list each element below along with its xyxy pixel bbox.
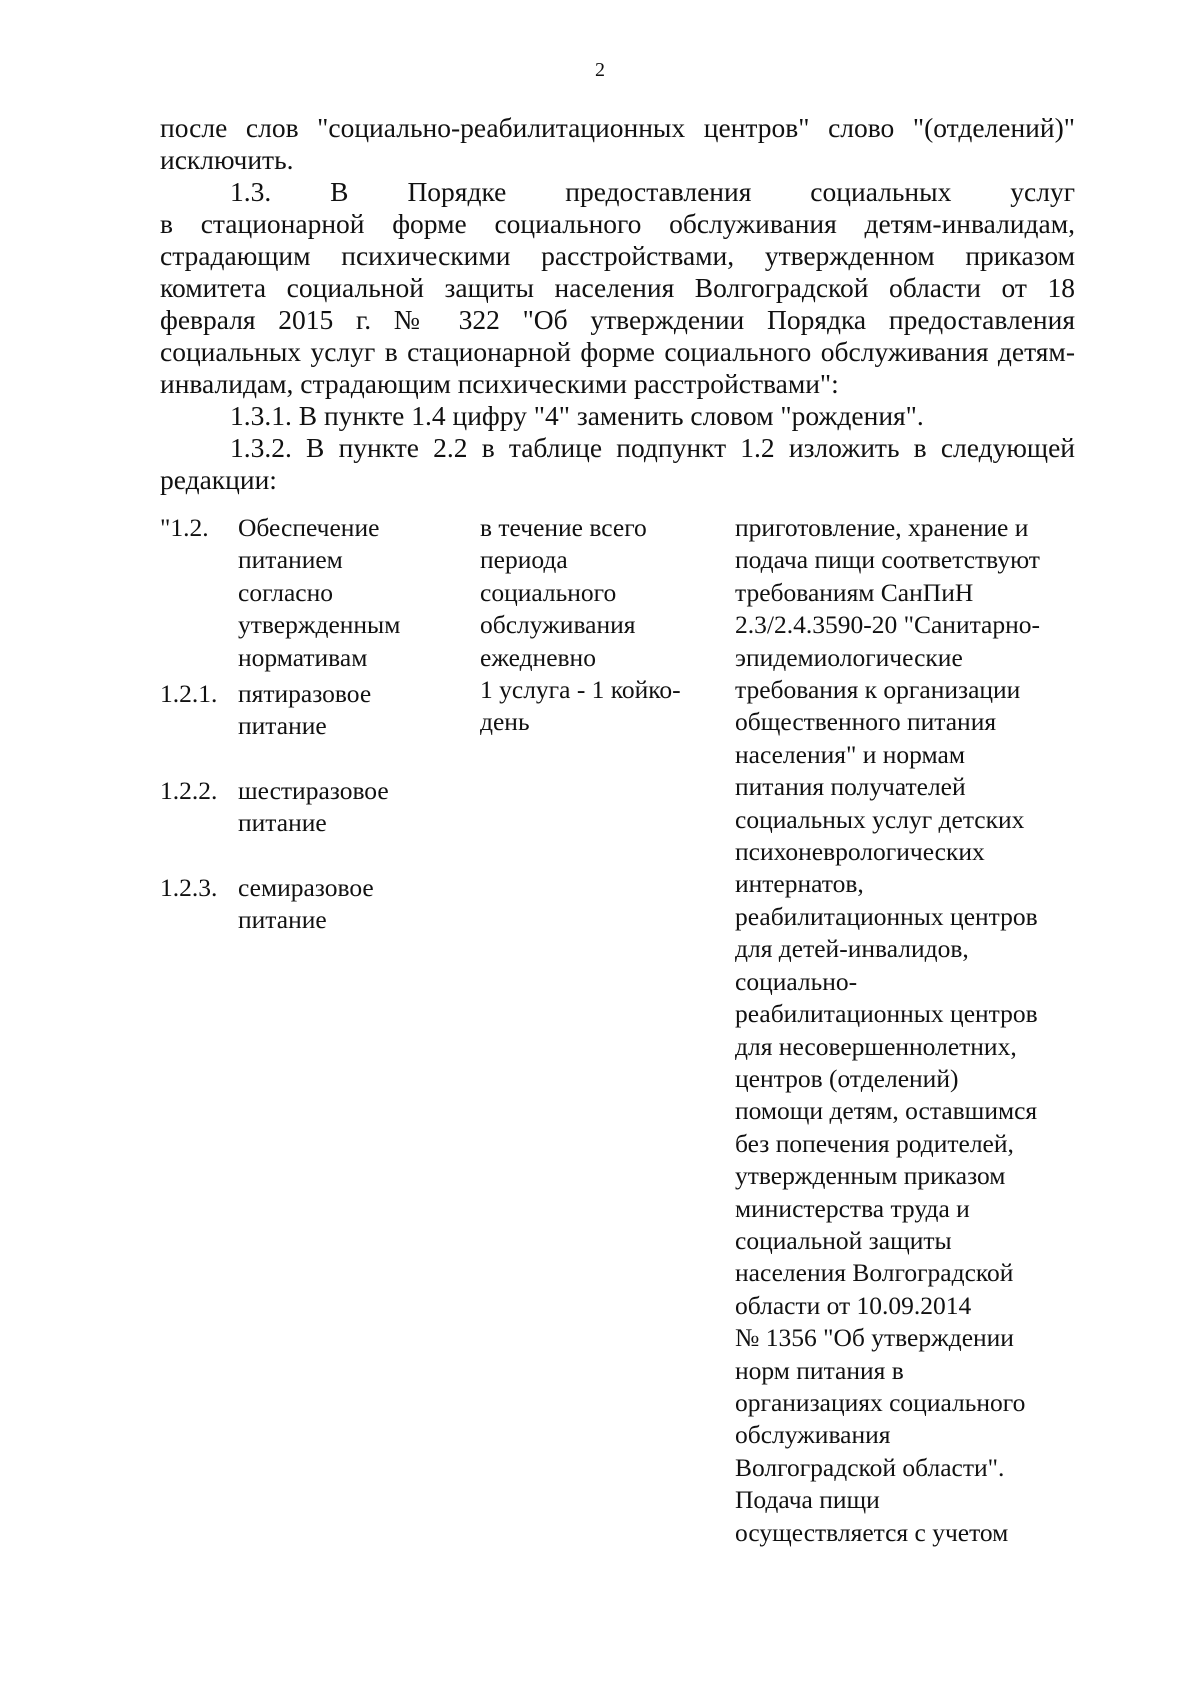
item-description: семиразовое питание: [238, 872, 374, 935]
table-row: [160, 512, 460, 674]
table-row: [160, 678, 460, 743]
item-number: 1.2.1.: [160, 679, 218, 709]
table-column-requirements: [735, 512, 1095, 1549]
item-description: пятиразовое питание: [238, 679, 372, 741]
table-row: [160, 872, 460, 937]
table-column-services: [160, 512, 460, 936]
item-description: Обеспечение питанием согласно утвержденным нормативам: [238, 513, 401, 672]
table-row: [160, 775, 460, 840]
table-column-period: [480, 512, 715, 739]
paragraph-1-3-lead: 1.3. В Порядке предоставления социальных услуг: [230, 176, 1075, 207]
page-number: 2: [595, 59, 605, 81]
paragraph-1-3-2: 1.3.2. В пункте 2.2 в таблице подпункт 1.2 изложить в следующей редакции:: [160, 432, 1075, 495]
item-number: 1.2.3.: [160, 872, 218, 902]
item-number: "1.2.: [160, 513, 209, 542]
paragraph-1-3-body: в стационарной форме социального обслуживания детям-инвалидам, страдающим психическими расстройствами, утвержденном приказом комитета социальной защиты населения Волгоградской области от 18 февраля 2015 г. № 322 "Об утверждении Порядка предоставления социальных услуг в стационарной форме социального обслуживания детям-инвалидам, страдающим психическими расстройствами":: [160, 208, 1075, 399]
item-description: шестиразовое питание: [238, 775, 389, 838]
item-number: 1.2.2.: [160, 775, 218, 805]
document-body: [160, 112, 1075, 496]
paragraph-1-3-1: 1.3.1. В пункте 1.4 цифру "4" заменить словом "рождения".: [230, 400, 924, 431]
period-cell: в течение всего периода социального обслуживания ежедневно 1 услуга - 1 койко- день: [480, 513, 681, 737]
paragraph-exclusion: после слов "социально-реабилитационных центров" слово "(отделений)" исключить.: [160, 112, 1075, 175]
requirements-cell: приготовление, хранение и подача пищи соответствуют требованиям СанПиН 2.3/2.4.3590-20 "Санитарно- эпидемиологические требования к организации общественного питания населения" и нормам питания получателей социальных услуг детских психоневрологических интернатов, реабилитационных центров для детей-инвалидов, социально- реабилитационных центров для несовершеннолетних, центров (отделений) помощи детям, оставшимся без попечения родителей, утвержденным приказом министерства труда и социальной защиты населения Волгоградской области от 10.09.2014 № 1356 "Об утверждении норм питания в организациях социального обслуживания Волгоградской области". Подача пищи осуществляется с учетом: [735, 513, 1041, 1547]
